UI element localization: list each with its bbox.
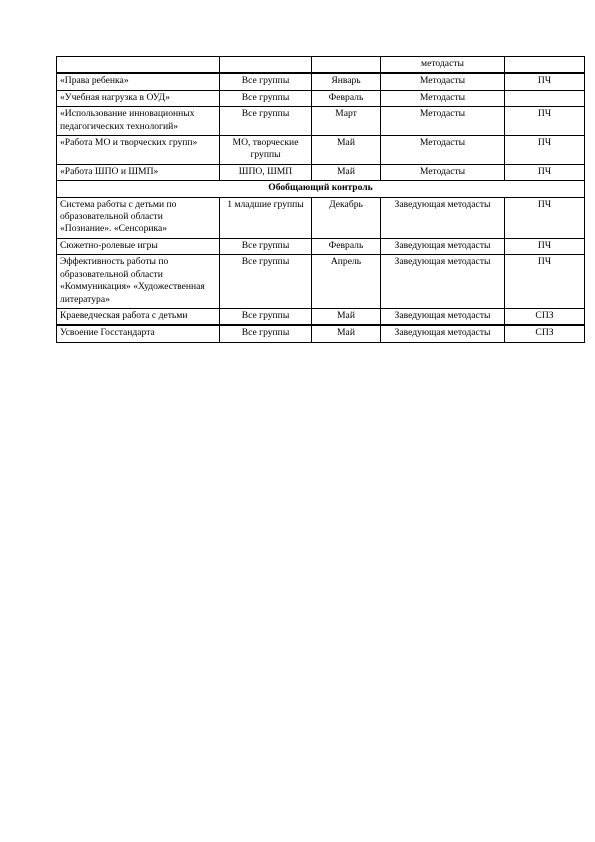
responsible-cell: Заведующая методасты bbox=[381, 325, 505, 342]
topic-cell: «Учебная нагрузка в ОУД» bbox=[57, 90, 220, 106]
table-row bbox=[57, 90, 585, 106]
responsible-cell: Методасты bbox=[381, 73, 505, 90]
responsible-cell: Заведующая методасты bbox=[381, 255, 505, 309]
topic-cell: «Работа ШПО и ШМП» bbox=[57, 164, 220, 180]
month-cell: Апрель bbox=[312, 255, 381, 309]
responsible-cell: Заведующая методасты bbox=[381, 197, 505, 238]
table-row bbox=[57, 308, 585, 325]
form-cell: ПЧ bbox=[505, 164, 585, 180]
groups-cell: Все группы bbox=[220, 73, 312, 90]
groups-cell: ШПО, ШМП bbox=[220, 164, 312, 180]
groups-cell: Все группы bbox=[220, 308, 312, 325]
form-cell: ПЧ bbox=[505, 197, 585, 238]
groups-cell: Все группы bbox=[220, 90, 312, 106]
form-cell bbox=[505, 57, 585, 74]
groups-cell bbox=[220, 57, 312, 74]
groups-cell: МО, творческие группы bbox=[220, 136, 312, 165]
section-header-row bbox=[57, 181, 585, 197]
topic-cell: «Права ребенка» bbox=[57, 73, 220, 90]
continuation-row bbox=[57, 57, 585, 74]
table-row bbox=[57, 164, 585, 180]
form-cell: ПЧ bbox=[505, 255, 585, 309]
table-row bbox=[57, 107, 585, 136]
groups-cell: 1 младшие группы bbox=[220, 197, 312, 238]
control-plan-table bbox=[56, 56, 585, 343]
month-cell: Май bbox=[312, 325, 381, 342]
responsible-cell: Методасты bbox=[381, 136, 505, 165]
month-cell: Май bbox=[312, 164, 381, 180]
table-row bbox=[57, 73, 585, 90]
topic-cell: Сюжетно-ролевые игры bbox=[57, 238, 220, 254]
topic-cell: Эффективность работы по образовательной области «Коммуникация» «Художественная литература» bbox=[57, 255, 220, 309]
form-cell: ПЧ bbox=[505, 136, 585, 165]
form-cell: ПЧ bbox=[505, 107, 585, 136]
responsible-cell: методасты bbox=[381, 57, 505, 74]
table-row bbox=[57, 136, 585, 165]
responsible-cell: Методасты bbox=[381, 164, 505, 180]
responsible-cell: Методасты bbox=[381, 107, 505, 136]
groups-cell: Все группы bbox=[220, 238, 312, 254]
table-row bbox=[57, 238, 585, 254]
responsible-cell: Заведующая методасты bbox=[381, 308, 505, 325]
table-row bbox=[57, 197, 585, 238]
month-cell: Май bbox=[312, 308, 381, 325]
month-cell: Февраль bbox=[312, 90, 381, 106]
topic-cell: Система работы с детьми по образовательной области «Познание». «Сенсорика» bbox=[57, 197, 220, 238]
month-cell: Февраль bbox=[312, 238, 381, 254]
topic-cell bbox=[57, 57, 220, 74]
responsible-cell: Методасты bbox=[381, 90, 505, 106]
month-cell: Март bbox=[312, 107, 381, 136]
table-row bbox=[57, 255, 585, 309]
groups-cell: Все группы bbox=[220, 325, 312, 342]
form-cell: СПЗ bbox=[505, 325, 585, 342]
topic-cell: «Использование инновационных педагогических технологий» bbox=[57, 107, 220, 136]
month-cell bbox=[312, 57, 381, 74]
month-cell: Май bbox=[312, 136, 381, 165]
form-cell bbox=[505, 90, 585, 106]
month-cell: Январь bbox=[312, 73, 381, 90]
topic-cell: Краеведческая работа с детьми bbox=[57, 308, 220, 325]
topic-cell: Усвоение Госстандарта bbox=[57, 325, 220, 342]
form-cell: СПЗ bbox=[505, 308, 585, 325]
groups-cell: Все группы bbox=[220, 107, 312, 136]
topic-cell: «Работа МО и творческих групп» bbox=[57, 136, 220, 165]
table-row bbox=[57, 325, 585, 342]
form-cell: ПЧ bbox=[505, 73, 585, 90]
form-cell: ПЧ bbox=[505, 238, 585, 254]
groups-cell: Все группы bbox=[220, 255, 312, 309]
responsible-cell: Заведующая методасты bbox=[381, 238, 505, 254]
month-cell: Декабрь bbox=[312, 197, 381, 238]
section-title: Обобщающий контроль bbox=[57, 181, 585, 197]
